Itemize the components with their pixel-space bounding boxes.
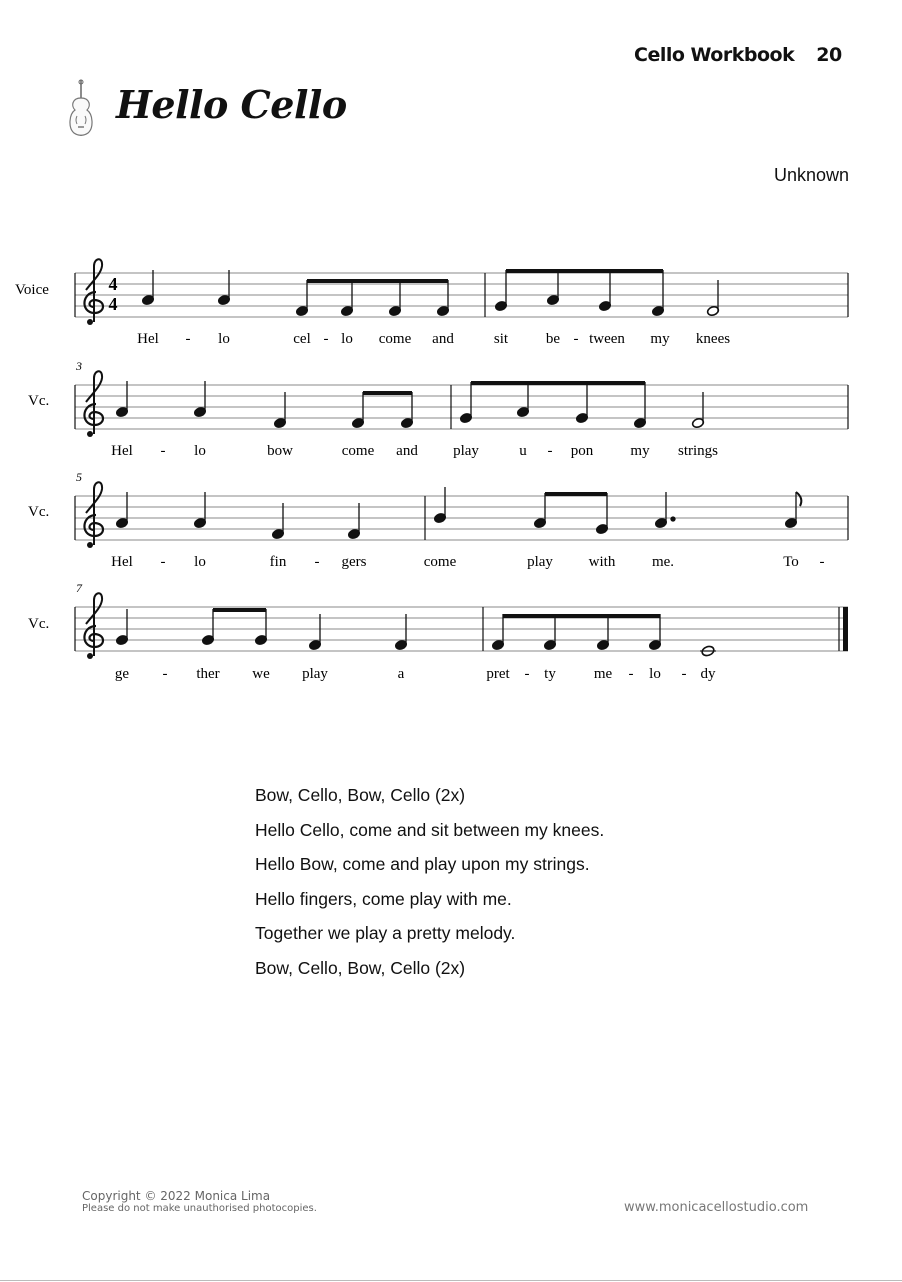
measure-number: 7 — [76, 581, 82, 595]
svg-text:-: - — [185, 331, 191, 347]
svg-text:-: - — [628, 666, 634, 682]
svg-text:lo: lo — [218, 331, 230, 347]
instrument-label: Vc. — [28, 393, 50, 409]
staff-system-4 — [28, 581, 848, 682]
lyrics-line-3 — [111, 554, 824, 570]
svg-text:play: play — [302, 666, 328, 682]
lyrics-text — [255, 783, 604, 990]
svg-text:come: come — [423, 554, 457, 570]
lyrics-line: Bow, Cello, Bow, Cello (2x) — [255, 785, 466, 805]
svg-text:Hel: Hel — [111, 554, 133, 570]
time-signature-bottom: 4 — [108, 294, 118, 314]
measure-number: 5 — [76, 470, 82, 484]
svg-text:gers: gers — [341, 554, 367, 570]
svg-text:lo: lo — [649, 666, 661, 682]
svg-text:strings: strings — [677, 443, 719, 459]
svg-text:my: my — [650, 331, 670, 347]
svg-text:be: be — [545, 331, 561, 347]
lyrics-line-1 — [137, 331, 730, 347]
lyrics-line-2 — [111, 443, 718, 459]
lyrics-line: Hello Cello, come and sit between my knees. — [255, 819, 605, 840]
svg-text:me: me — [593, 666, 613, 682]
svg-text:come: come — [378, 331, 412, 347]
instrument-label: Vc. — [28, 504, 50, 520]
svg-text:knees: knees — [695, 331, 731, 347]
staff-system-3 — [28, 470, 848, 570]
svg-text:Hel: Hel — [137, 331, 159, 347]
svg-text:-: - — [314, 554, 320, 570]
svg-text:a: a — [397, 666, 405, 682]
svg-text:play: play — [453, 443, 479, 459]
svg-text:lo: lo — [194, 443, 206, 459]
page-number: 20 — [816, 44, 842, 66]
lyrics-line-4 — [115, 666, 716, 682]
svg-text:we: we — [252, 666, 270, 682]
svg-text:-: - — [160, 554, 166, 570]
book-title: Cello Workbook — [634, 44, 795, 66]
svg-text:pret: pret — [486, 666, 510, 682]
svg-text:To: To — [783, 554, 799, 570]
lyrics-line: Hello Bow, come and play upon my strings. — [255, 854, 590, 874]
copyright-block — [82, 1190, 317, 1215]
svg-text:-: - — [160, 443, 166, 459]
staff-system-1 — [15, 259, 848, 347]
svg-text:-: - — [681, 666, 687, 682]
svg-text:come: come — [341, 443, 375, 459]
svg-text:-: - — [323, 331, 329, 347]
instrument-label: Vc. — [28, 616, 50, 632]
lyrics-line: Bow, Cello, Bow, Cello (2x) — [255, 957, 466, 978]
page-bottom-divider — [0, 1280, 902, 1281]
svg-text:-: - — [524, 666, 530, 682]
svg-text:ty: ty — [544, 666, 556, 682]
svg-text:sit: sit — [493, 331, 509, 347]
website-link[interactable]: www.monicacellostudio.com — [624, 1200, 809, 1215]
svg-text:fin: fin — [269, 554, 287, 570]
composer: Unknown — [774, 165, 850, 185]
svg-text:Hel: Hel — [111, 443, 133, 459]
svg-text:dy: dy — [700, 666, 716, 682]
svg-text:play: play — [527, 554, 553, 570]
svg-text:-: - — [819, 554, 825, 570]
svg-text:ther: ther — [196, 666, 220, 682]
measure-number: 3 — [76, 359, 82, 373]
staff-system-2 — [28, 359, 848, 459]
svg-text:-: - — [573, 331, 579, 347]
time-signature-top: 4 — [108, 274, 118, 294]
instrument-label: Voice — [15, 282, 49, 298]
svg-text:and: and — [396, 443, 418, 459]
svg-text:-: - — [547, 443, 553, 459]
svg-text:lo: lo — [194, 554, 206, 570]
svg-text:pon: pon — [570, 443, 594, 459]
svg-text:bow: bow — [267, 443, 293, 459]
svg-text:-: - — [162, 666, 168, 682]
lyrics-line: Together we play a pretty melody. — [255, 923, 516, 943]
svg-text:me.: me. — [651, 554, 675, 570]
svg-text:lo: lo — [341, 331, 353, 347]
copyright: Copyright © 2022 Monica Lima — [82, 1189, 271, 1203]
svg-text:u: u — [519, 443, 527, 459]
song-title: Hello Cello — [116, 82, 347, 127]
lyrics-line: Hello fingers, come play with me. — [255, 888, 512, 909]
svg-text:tween: tween — [589, 331, 625, 347]
svg-text:with: with — [588, 554, 616, 570]
svg-text:cel: cel — [293, 331, 311, 347]
svg-text:ge: ge — [114, 666, 130, 682]
svg-text:my: my — [630, 443, 650, 459]
photocopy-notice: Please do not make unauthorised photocopies. — [82, 1203, 317, 1214]
svg-text:and: and — [432, 331, 454, 347]
